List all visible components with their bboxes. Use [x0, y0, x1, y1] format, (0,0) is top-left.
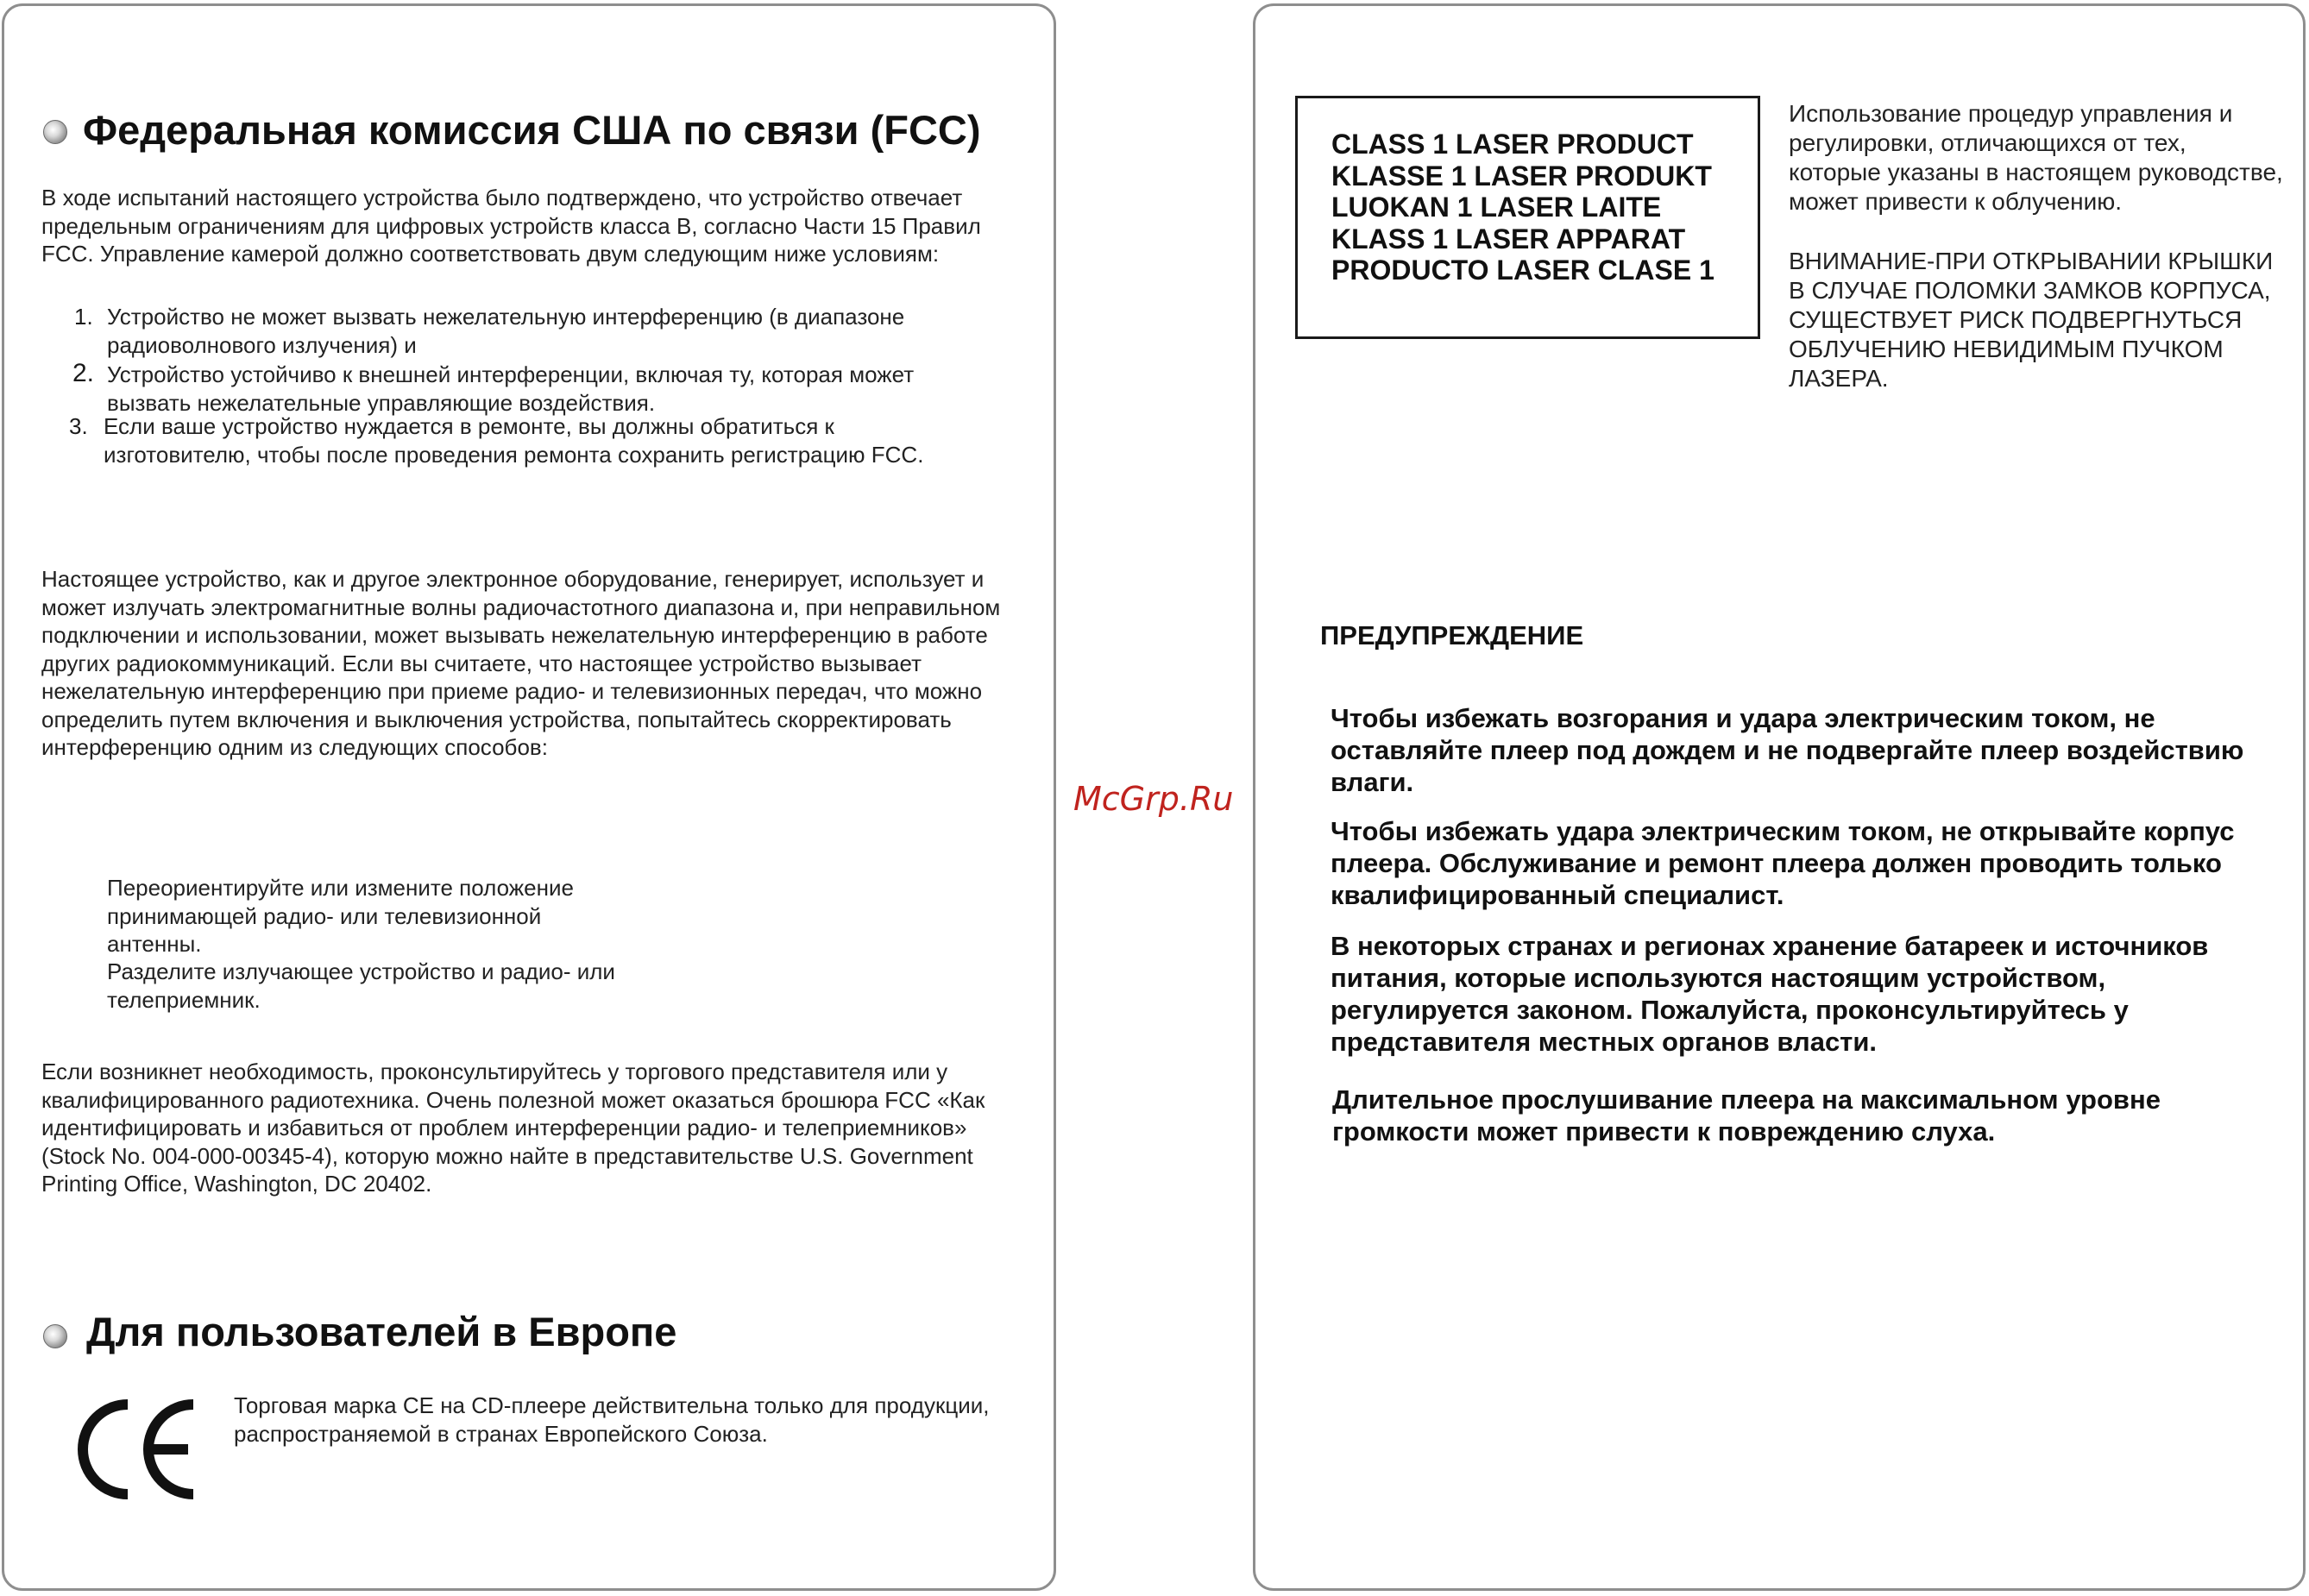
remedy-reorient: Переориентируйте или измените положение принимающей радио- или телевизионной антенны. — [107, 875, 574, 957]
condition-3-text: Если ваше устройство нуждается в ремонте, вы должны обратиться к изготовителю, чтобы после проведения ремонта сохранить регистрацию FCC. — [104, 413, 924, 468]
condition-1-text: Устройство не может вызвать нежелательную интерференцию (в диапазоне радиоволнового излучения) и — [107, 304, 905, 358]
fcc-intro-paragraph: В ходе испытаний настоящего устройства было подтверждено, что устройство отвечает предельным ограничениям для цифровых устройств класса B, согласно Части 15 Правил FCC. Управление камерой должно соответствовать двум следующим ниже условиям: — [41, 185, 981, 267]
watermark-link[interactable]: McGrp.Ru — [1073, 780, 1234, 818]
europe-heading: Для пользователей в Европе — [86, 1309, 677, 1354]
warning-hearing: Длительное прослушивание плеера на максимальном уровне громкости может привести к повреждению слуха. — [1332, 1084, 2161, 1147]
laser-notice: Использование процедур управления и регулировки, отличающихся от тех, которые указаны в настоящем руководстве, может привести к облучению. — [1789, 100, 2283, 215]
warning-do-not-open: Чтобы избежать удара электрическим током, не открывайте корпус плеера. Обслуживание и ремонт плеера должен проводить только квалифицированный специалист. — [1331, 816, 2235, 910]
interference-paragraph: Настоящее устройство, как и другое электронное оборудование, генерирует, использует и может излучать электромагнитные волны радиочастотного диапазона и, при неправильном подключении и использовании, может вызывать нежелательную интерференцию в работе других радиокоммуникаций. Если вы считаете, что настоящее устройство вызывает нежелательную интерференцию при приеме радио- и телевизионных передач, что можно определить путем включения и выключения устройства, попытайтесь скорректировать интерференцию одним из следующих способов: — [41, 566, 1001, 760]
fcc-heading: Федеральная комиссия США по связи (FCC) — [83, 107, 981, 153]
laser-caution: ВНИМАНИЕ-ПРИ ОТКРЫВАНИИ КРЫШКИ В СЛУЧАЕ ПОЛОМКИ ЗАМКОВ КОРПУСА, СУЩЕСТВУЕТ РИСК ПОДВЕРГНУТЬСЯ ОБЛУЧЕНИЮ НЕВИДИМЫМ ПУЧКОМ ЛАЗЕРА. — [1789, 248, 2274, 392]
ce-mark-icon — [74, 1389, 204, 1510]
consult-paragraph: Если возникнет необходимость, проконсультируйтесь у торгового представителя или у квалифицированного радиотехника. Очень полезной может оказаться брошюра FCC «Как идентифицировать и избавиться от проблем интерференции радио- и телеприемников» (Stock No. 004-000-00345-4), которую можно найте в представительстве U.S. Government Printing Office, Washington, DC 20402. — [41, 1059, 985, 1197]
laser-line-english: CLASS 1 LASER PRODUCT — [1331, 129, 1694, 160]
laser-line-finnish: LUOKAN 1 LASER LAITE — [1331, 192, 1662, 223]
warning-moisture: Чтобы избежать возгорания и удара электрическим током, не оставляйте плеер под дождем и не подвергайте плеер воздействию влаги. — [1331, 703, 2244, 797]
condition-3-number: 3. — [69, 413, 88, 439]
laser-class-lines — [1331, 129, 1714, 286]
condition-2-number: 2. — [72, 359, 95, 387]
warning-title: ПРЕДУПРЕЖДЕНИЕ — [1320, 620, 1584, 650]
remedy-separate: Разделите излучающее устройство и радио- или телеприемник. — [107, 958, 615, 1013]
laser-line-swedish: KLASS 1 LASER APPARAT — [1331, 223, 1686, 254]
laser-line-german: KLASSE 1 LASER PRODUKT — [1331, 160, 1712, 192]
fcc-bullet-icon — [43, 120, 67, 144]
warning-batteries: В некоторых странах и регионах хранение батареек и источников питания, которые используются настоящим устройством, регулируется законом. Пожалуйста, проконсультируйтесь у представителя местных органов власти. — [1331, 931, 2209, 1057]
condition-2-text: Устройство устойчиво к внешней интерференции, включая ту, которая может вызвать нежелательные управляющие воздействия. — [107, 361, 915, 416]
laser-line-spanish: PRODUCTO LASER CLASE 1 — [1331, 254, 1714, 286]
europe-bullet-icon — [43, 1324, 67, 1348]
ce-paragraph: Торговая марка CE на CD-плеере действительна только для продукции, распространяемой в странах Европейского Союза. — [234, 1392, 990, 1447]
condition-1-number: 1. — [74, 304, 93, 330]
